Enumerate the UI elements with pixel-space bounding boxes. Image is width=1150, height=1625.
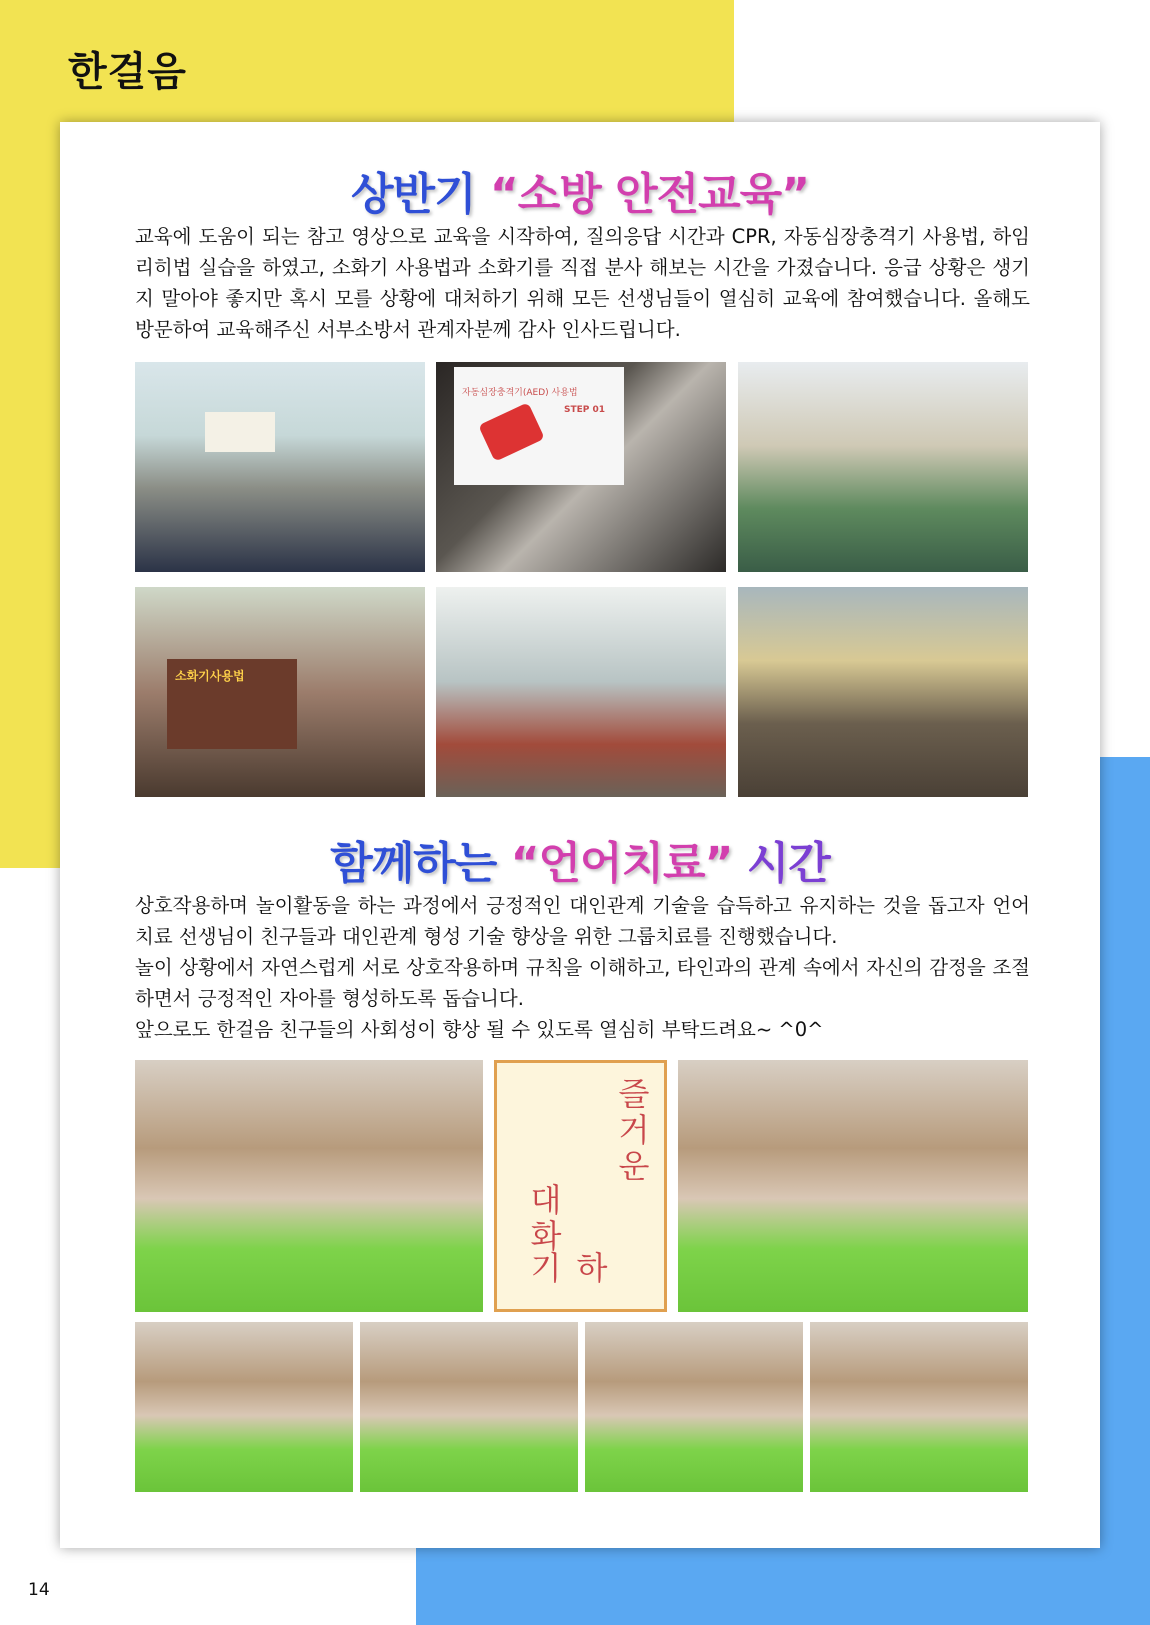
section2-heading-suffix: 시간 [732,838,830,889]
section2-heading-prefix: 함께하는 [330,838,511,889]
section2-heading [60,827,1100,891]
extinguisher-slide-title: 소화기사용법 [175,669,245,683]
illustration-fun-conversation [494,1060,667,1312]
photo-cpr-practice [738,362,1028,572]
section2-paragraph-3: 앞으로도 한걸음 친구들의 사회성이 향상 될 수 있도록 열심히 부탁드려요~ ^0^ [135,1018,824,1041]
section2-paragraph-2: 놀이 상황에서 자연스럽게 서로 상호작용하며 규칙을 이해하고, 타인과의 관계 속에서 자신의 감정을 조절하면서 긍정적인 자아를 형성하도록 돕습니다. [135,956,1030,1010]
photo-card-game [678,1060,1028,1312]
illustration-text-top: 즐거운 [613,1077,651,1185]
section1-paragraph-text: 교육에 도움이 되는 참고 영상으로 교육을 시작하여, 질의응답 시간과 CPR, 자동심장충격기 사용법, 하임리히법 실습을 하였고, 소화기 사용법과 소화기를 직접 분사 해보는 시간을 가졌습니다. 응급 상황은 생기지 말아야 좋지만 혹시 모를 상황에 대처하기 위해 모든 선생님들이 열심히 교육에 참여했습니다. 올해도 방문하여 교육해주신 서부소방서 관계자분께 감사 인사드립니다. [135,225,1030,341]
section1-heading-prefix: 상반기 [350,169,490,220]
section2-paragraph-1: 상호작용하며 놀이활동을 하는 과정에서 긍정적인 대인관계 기술을 습득하고 유지하는 것을 돕고자 언어치료 선생님이 친구들과 대인관계 형성 기술 향상을 위한 그룹치료를 진행했습니다. [135,894,1030,948]
photo-extinguisher-lecture [135,587,425,797]
section2-paragraph [135,890,1030,1045]
photo-outdoor-extinguisher [738,587,1028,797]
illustration-text-bottom-1: 대화 [525,1183,563,1255]
illustration-text-bottom-2: 하기 [525,1251,609,1287]
aed-slide [454,367,624,485]
photo-small-1 [135,1322,353,1492]
photo-board-game [135,1060,483,1312]
aed-device-icon [478,402,545,461]
aed-slide-step: STEP 01 [564,405,606,415]
aed-slide-title: 자동심장충격기(AED) 사용법 [462,388,578,398]
section2-heading-quote: “언어치료” [510,838,733,889]
section1-paragraph [135,221,1030,345]
photo-aed-wearing [436,587,726,797]
photo-aed-presentation [436,362,726,572]
photo-small-3 [585,1322,803,1492]
photo-small-2 [360,1322,578,1492]
photo-classroom-lecture [135,362,425,572]
extinguisher-slide [167,659,297,749]
section1-heading [60,158,1100,222]
content-card [60,122,1100,1548]
photo-small-4 [810,1322,1028,1492]
section-tag: 한걸음 [68,49,187,95]
page-number: 14 [28,1580,50,1600]
projector-screen [205,412,275,452]
section1-heading-quote: “소방 안전교육” [489,169,810,220]
